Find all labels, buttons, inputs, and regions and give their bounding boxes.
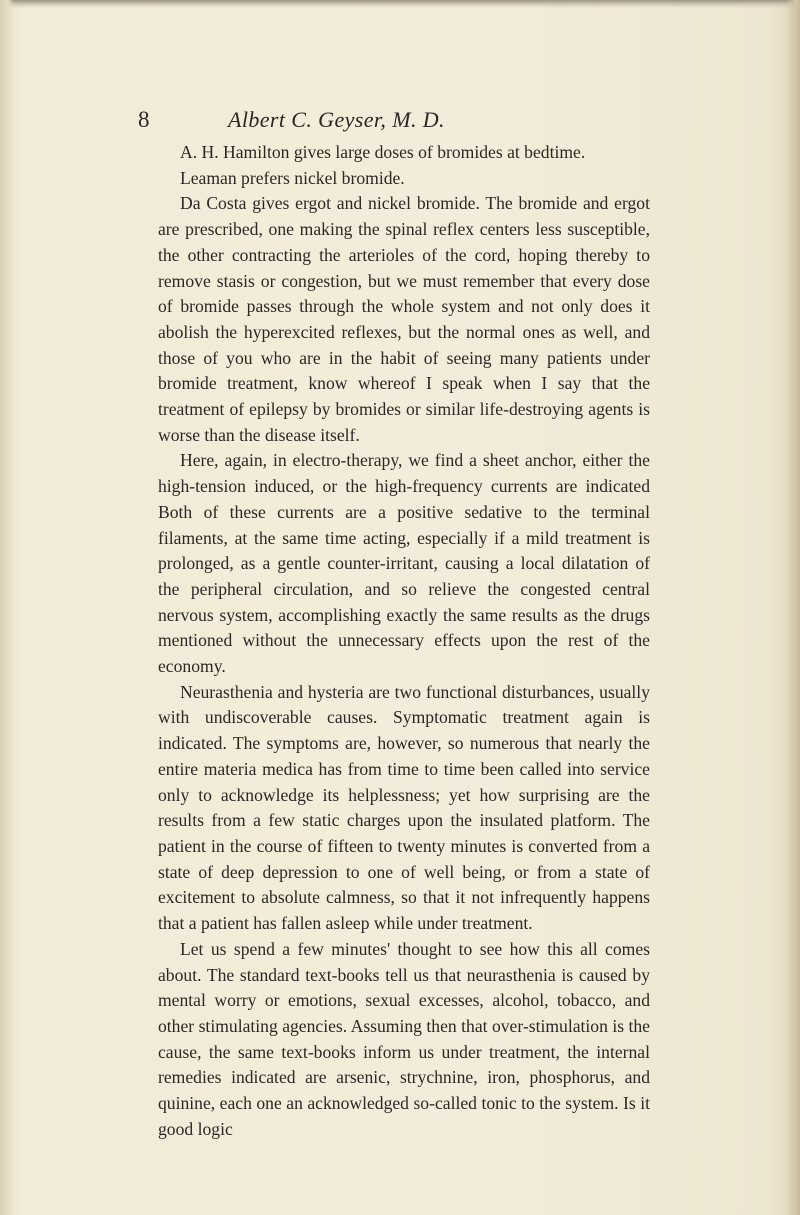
paragraph: Da Costa gives ergot and nickel bromide. The bromide and ergot are prescribed, one making the spinal reflex centers less susceptible, the other contracting the arterioles of the cord, hoping thereby to remove stasis or congestion, but we must remember that every dose of bromide passes through the whole system and not only does it abolish the hyperexcited reflexes, but the normal ones as well, and those of you who are in the habit of seeing many patients under bromide treatment, know whereof I speak when I say that the treatment of epilepsy by bromides or similar life-destroying agents is worse than the disease itself. xyxy=(158,193,650,445)
page-top-shadow xyxy=(0,0,800,8)
paragraph: Leaman prefers nickel bromide. xyxy=(180,167,405,188)
running-head: Albert C. Geyser, M. D. xyxy=(228,107,445,132)
page-binding-edge xyxy=(0,0,14,1215)
paragraph: Let us spend a few minutes' thought to see how this all comes about. The standard text-books tell us that neurasthenia is caused by mental worry or emotions, sexual excesses, alcohol, tobacco, and other stimulating agencies. Assuming then that over-stimulation is the cause, the same text-books inform us under treatment, the internal remedies indicated are arsenic, strychnine, iron, phosphorus, and quinine, each one an acknowledged so-called tonic to the system. Is it good logic xyxy=(158,938,650,1139)
paragraph: A. H. Hamilton gives large doses of bromides at bedtime. xyxy=(180,142,586,162)
page-outer-edge xyxy=(786,0,800,1215)
body-text xyxy=(158,140,650,1142)
paragraph: Here, again, in electro-therapy, we find a sheet anchor, either the high-tension induced, or the high-frequency currents are indicated Both of these currents are a positive sedative to the terminal filaments, at the same time acting, especially if a mild treatment is prolonged, as a gentle counter-irritant, causing a local dilatation of the peripheral circulation, and so relieve the congested central nervous system, accomplishing exactly the same results as the drugs mentioned without the unnecessary effects upon the rest of the economy. xyxy=(158,450,650,677)
page-number: 8 xyxy=(138,107,150,132)
page-header xyxy=(138,104,658,136)
paragraph: Neurasthenia and hysteria are two functional disturbances, usually with undiscoverable causes. Symptomatic treatment again is indicated. The symptoms are, however, so numerous that nearly the entire materia medica has from time to time been called into service only to acknowledge its helplessness; yet how surprising are the results from a few static charges upon the insulated platform. The patient in the course of fifteen to twenty minutes is converted from a state of deep depression to one of well being, or from a state of excitement to absolute calmness, so that it not infrequently happens that a patient has fallen asleep while under treatment. xyxy=(158,681,650,934)
